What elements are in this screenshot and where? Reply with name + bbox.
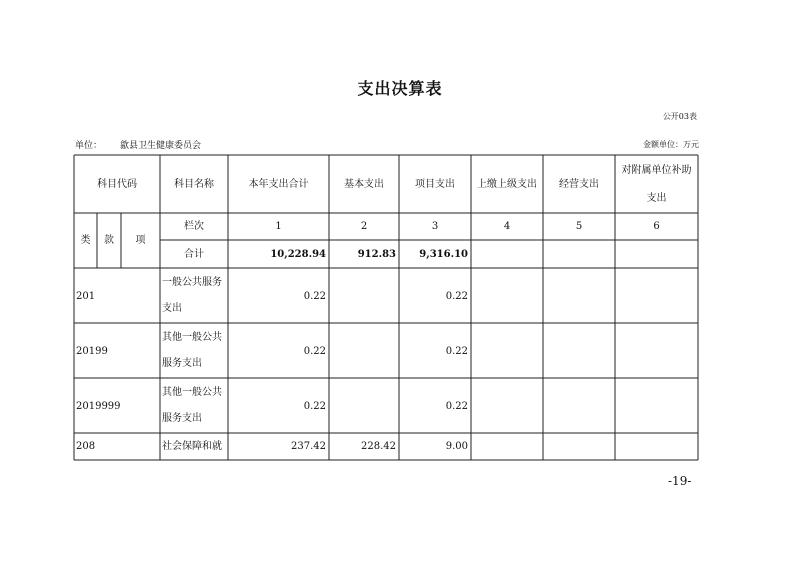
column-index-4: 4 [503, 221, 511, 232]
total-row-total: 10,228.94 [270, 249, 326, 260]
column-index-6: 6 [653, 221, 660, 232]
row-201-total: 0.22 [303, 291, 326, 302]
row-2019999-total: 0.22 [303, 401, 326, 412]
row-20199-code: 20199 [76, 346, 108, 357]
row-201-project: 0.22 [445, 291, 468, 302]
column-index-2: 2 [360, 221, 368, 232]
header-basic: 基本支出 [344, 179, 384, 190]
row-2019999-project: 0.22 [445, 401, 468, 412]
column-index-label: 栏次 [184, 221, 204, 232]
amount-unit: 金额单位：万元 [643, 140, 699, 149]
header-kuan: 款 [104, 235, 114, 246]
total-row-project: 9,316.10 [419, 249, 468, 260]
column-index-5: 5 [575, 221, 583, 232]
total-row-label: 合计 [184, 249, 204, 260]
header-business: 经营支出 [559, 179, 599, 190]
header-project: 项目支出 [415, 179, 455, 190]
unit-label: 单位： [75, 141, 103, 151]
row-20199-name: 其他一般公共服务支出 [162, 332, 222, 369]
page-title: 支出决算表 [357, 79, 443, 98]
header-lei: 类 [80, 235, 91, 246]
row-20199-project: 0.22 [445, 346, 468, 357]
header-total: 本年支出合计 [248, 179, 309, 190]
row-20199-total: 0.22 [303, 346, 326, 357]
total-row-basic: 912.83 [357, 249, 396, 260]
row-201-name: 一般公共服务支出 [162, 277, 222, 314]
header-remit: 上缴上级支出 [477, 179, 537, 190]
row-2019999-code: 2019999 [76, 401, 121, 412]
column-index-3: 3 [431, 221, 439, 232]
page-number: -19- [668, 474, 692, 488]
row-208-basic: 228.42 [361, 441, 396, 452]
row-208-project: 9.00 [445, 441, 468, 452]
row-208-name: 社会保障和就 [162, 441, 222, 452]
row-208-code: 208 [76, 441, 96, 452]
header-subject-name: 科目名称 [174, 179, 214, 190]
header-subsidy-line2: 支出 [646, 193, 667, 204]
row-201-code: 201 [76, 291, 96, 302]
header-xiang: 项 [135, 235, 146, 246]
row-2019999-name: 其他一般公共服务支出 [162, 387, 222, 424]
form-code: 公开03表 [662, 112, 697, 121]
column-index-1: 1 [275, 221, 282, 232]
header-subject-code: 科目代码 [97, 179, 137, 190]
header-subsidy-line1: 对附属单位补助 [621, 165, 692, 176]
row-208-total: 237.42 [291, 441, 326, 452]
unit-name: 歙县卫生健康委员会 [120, 141, 202, 151]
